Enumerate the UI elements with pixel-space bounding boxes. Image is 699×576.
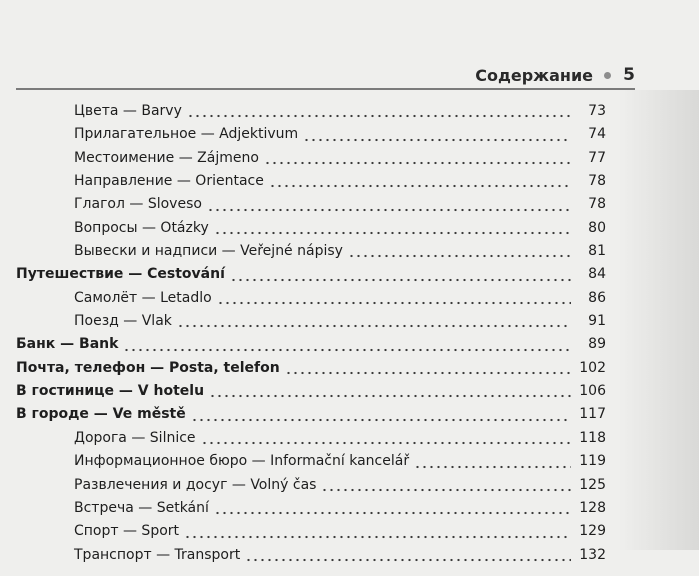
toc-entry-page: 106 xyxy=(579,383,606,400)
toc-entry-title: Почта, телефон — Posta, telefon xyxy=(16,359,280,376)
toc-entry-title: Дорога — Silnice xyxy=(74,429,196,446)
toc-entry-title: Спорт — Sport xyxy=(74,523,180,540)
toc-entry-page: 119 xyxy=(579,453,606,470)
toc-entry-page: 118 xyxy=(579,429,606,446)
dot-leader xyxy=(191,412,571,422)
toc-entry-title: Глагол — Sloveso xyxy=(74,196,202,213)
dot-leader xyxy=(230,272,571,282)
toc-entry-title: В гостинице — V hotelu xyxy=(16,383,205,400)
toc-entry-page: 117 xyxy=(579,406,606,423)
dot-leader xyxy=(414,459,571,469)
toc-entry-title: Цвета — Barvy xyxy=(74,103,182,119)
toc-entry-title: Вопросы — Otázky xyxy=(74,219,209,236)
toc-entry-page: 84 xyxy=(588,266,606,283)
toc-subsection-entry[interactable] xyxy=(16,520,606,543)
toc-entry-page: 78 xyxy=(588,173,606,190)
toc-entry-page: 125 xyxy=(579,476,606,493)
toc-entry-title: Направление — Orientace xyxy=(74,173,264,190)
toc-subsection-entry[interactable] xyxy=(16,450,606,473)
dot-leader xyxy=(269,178,571,188)
toc-entry-page: 80 xyxy=(588,219,606,236)
toc-subsection-entry[interactable] xyxy=(16,193,606,216)
toc-entry-title: В городе — Ve městě xyxy=(16,406,186,423)
toc-entry-title: Прилагательное — Adjektivum xyxy=(74,126,299,143)
toc-subsection-entry[interactable] xyxy=(16,100,606,123)
dot-leader xyxy=(184,529,571,539)
toc-entry-page: 86 xyxy=(588,289,606,306)
toc-subsection-entry[interactable] xyxy=(16,497,606,520)
header-title: Содержание xyxy=(475,66,593,85)
toc-section-entry[interactable] xyxy=(16,380,606,403)
toc-subsection-entry[interactable] xyxy=(16,544,606,567)
toc-entry-page: 129 xyxy=(579,523,606,540)
toc-entry-title: Встреча — Setkání xyxy=(74,499,209,516)
dot-leader xyxy=(123,342,571,352)
dot-leader xyxy=(285,365,571,375)
toc-entry-page: 77 xyxy=(588,149,606,166)
toc-subsection-entry[interactable] xyxy=(16,123,606,146)
toc-entry-page: 89 xyxy=(588,336,606,353)
toc-section-entry[interactable] xyxy=(16,403,606,426)
dot-leader xyxy=(201,435,571,445)
toc-entry-title: Банк — Bank xyxy=(16,336,119,353)
toc-subsection-entry[interactable] xyxy=(16,310,606,333)
toc-entry-title: Местоимение — Zájmeno xyxy=(74,149,259,166)
header-page-number: 5 xyxy=(623,65,635,85)
toc-section-entry[interactable] xyxy=(16,333,606,356)
dot-leader xyxy=(348,248,571,258)
toc-entry-title: Вывески и надписи — Veřejné nápisy xyxy=(74,243,343,260)
toc-entry-page: 102 xyxy=(579,359,606,376)
dot-leader xyxy=(207,202,571,212)
toc-subsection-entry[interactable] xyxy=(16,170,606,193)
dot-leader xyxy=(214,505,571,515)
table-of-contents xyxy=(16,100,606,567)
toc-subsection-entry[interactable] xyxy=(16,217,606,240)
toc-subsection-entry[interactable] xyxy=(16,147,606,170)
toc-subsection-entry[interactable] xyxy=(16,240,606,263)
toc-entry-title: Поезд — Vlak xyxy=(74,313,172,330)
dot-leader xyxy=(217,295,571,305)
toc-entry-page: 73 xyxy=(588,103,606,119)
toc-entry-title: Транспорт — Transport xyxy=(74,546,241,563)
toc-subsection-entry[interactable] xyxy=(16,287,606,310)
toc-entry-page: 91 xyxy=(588,313,606,330)
toc-entry-title: Информационное бюро — Informační kancelář xyxy=(74,453,410,470)
toc-section-entry[interactable] xyxy=(16,263,606,286)
toc-entry-title: Путешествие — Cestování xyxy=(16,266,225,283)
dot-leader xyxy=(245,552,571,562)
bullet-dot-icon xyxy=(604,72,611,79)
toc-section-entry[interactable] xyxy=(16,357,606,380)
show-through-shadow xyxy=(619,90,699,550)
toc-entry-title: Самолёт — Letadlo xyxy=(74,289,212,306)
dot-leader xyxy=(209,388,571,398)
dot-leader xyxy=(177,318,571,328)
toc-entry-title: Развлечения и досуг — Volný čas xyxy=(74,476,317,493)
toc-entry-page: 128 xyxy=(579,499,606,516)
toc-entry-page: 74 xyxy=(588,126,606,143)
toc-entry-page: 132 xyxy=(579,546,606,563)
toc-entry-page: 81 xyxy=(588,243,606,260)
toc-subsection-entry[interactable] xyxy=(16,427,606,450)
dot-leader xyxy=(264,155,571,165)
dot-leader xyxy=(321,482,571,492)
toc-entry-page: 78 xyxy=(588,196,606,213)
dot-leader xyxy=(214,225,571,235)
dot-leader xyxy=(303,132,571,142)
running-header xyxy=(16,56,635,90)
toc-subsection-entry[interactable] xyxy=(16,474,606,497)
dot-leader xyxy=(187,108,571,118)
